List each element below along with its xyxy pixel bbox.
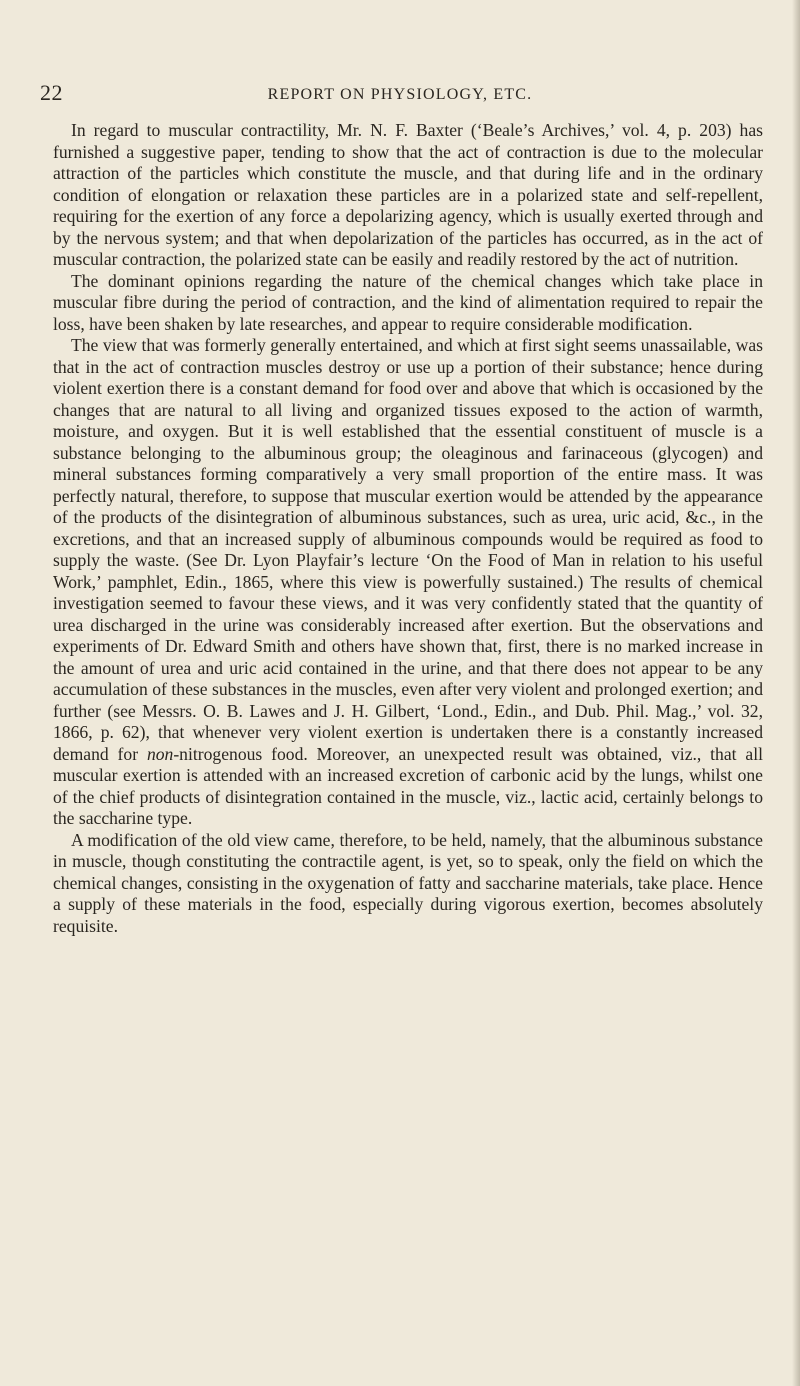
body-text (53, 120, 763, 937)
paragraph-text: -nitrogenous food. Moreover, an unexpected result was obtained, viz., that all muscular exertion is attended with an increased excretion of carbonic acid by the lungs, whilst one of the chief products of disintegration contained in the muscle, viz., lactic acid, certainly belongs to the saccharine type. (53, 743, 763, 828)
paragraph (53, 830, 763, 938)
page-edge-shadow (792, 0, 800, 1386)
paragraph-text: In regard to muscular contractility, Mr. N. F. Baxter (‘Beale’s Archives,’ vol. 4, p. 203) has furnished a suggestive paper, tending to show that the act of contraction is due to the molecular attraction of the particles which constitute the muscle, and that during life and in the ordinary condition of elongation or relaxation these particles are in a polarized state and self-repellent, requiring for the exertion of any force a depolarizing agency, which is usually exerted through and by the nervous system; and that when depolarization of the particles has occurred, as in the act of muscular contraction, the polarized state can be easily and readily restored by the act of nutrition. (53, 120, 763, 269)
paragraph-text: The dominant opinions regarding the nature of the chemical changes which take place in muscular fibre during the period of contraction, and the kind of alimentation required to repair the loss, have been shaken by late researches, and appear to require considerable modification. (53, 270, 763, 334)
paragraph (53, 335, 763, 830)
paragraph-text: A modification of the old view came, therefore, to be held, namely, that the albuminous substance in muscle, though constituting the contractile agent, is yet, so to speak, only the field on which the chemical changes, consisting in the oxygenation of fatty and saccharine materials, take place. Hence a supply of these materials in the food, especially during vigorous exertion, becomes absolutely requisite. (53, 829, 763, 936)
page-number: 22 (40, 80, 63, 105)
paragraph-text: The view that was formerly generally entertained, and which at first sight seems unassailable, was that in the act of contraction muscles destroy or use up a portion of their substance; hence during violent exertion there is a constant demand for food over and above that which is occasioned by the changes that are natural to all living and organized tissues exposed to the action of warmth, moisture, and oxygen. But it is well established that the essential constituent of muscle is a substance belonging to the albuminous group; the oleaginous and farinaceous (glycogen) and mineral substances forming comparatively a very small proportion of the entire mass. It was perfectly natural, therefore, to suppose that muscular exertion would be attended by the appearance of the products of the disintegration of albuminous substances, such as urea, uric acid, &c., in the excretions, and that an increased supply of albuminous compounds would be required as food to supply the waste. (See Dr. Lyon Playfair’s lecture ‘On the Food of Man in relation to his useful Work,’ pamphlet, Edin., 1865, where this view is powerfully sustained.) The results of chemical investigation seemed to favour these views, and it was very confidently stated that the quantity of urea discharged in the urine was considerably increased after exertion. But the observations and experiments of Dr. Edward Smith and others have shown that, first, there is no marked increase in the amount of urea and uric acid contained in the urine, and that there does not appear to be any accumulation of these substances in the muscles, even after very violent and prolonged exertion; and further (see Messrs. O. B. Lawes and J. H. Gilbert, ‘Lond., Edin., and Dub. Phil. Mag.,’ vol. 32, 1866, p. 62), that whenever very violent exertion is undertaken there is a constantly increased demand for (53, 335, 763, 764)
running-head: REPORT ON PHYSIOLOGY, ETC. (267, 86, 533, 103)
paragraph (53, 120, 763, 271)
italic-emphasis: non (146, 743, 174, 764)
paragraph (53, 271, 763, 336)
